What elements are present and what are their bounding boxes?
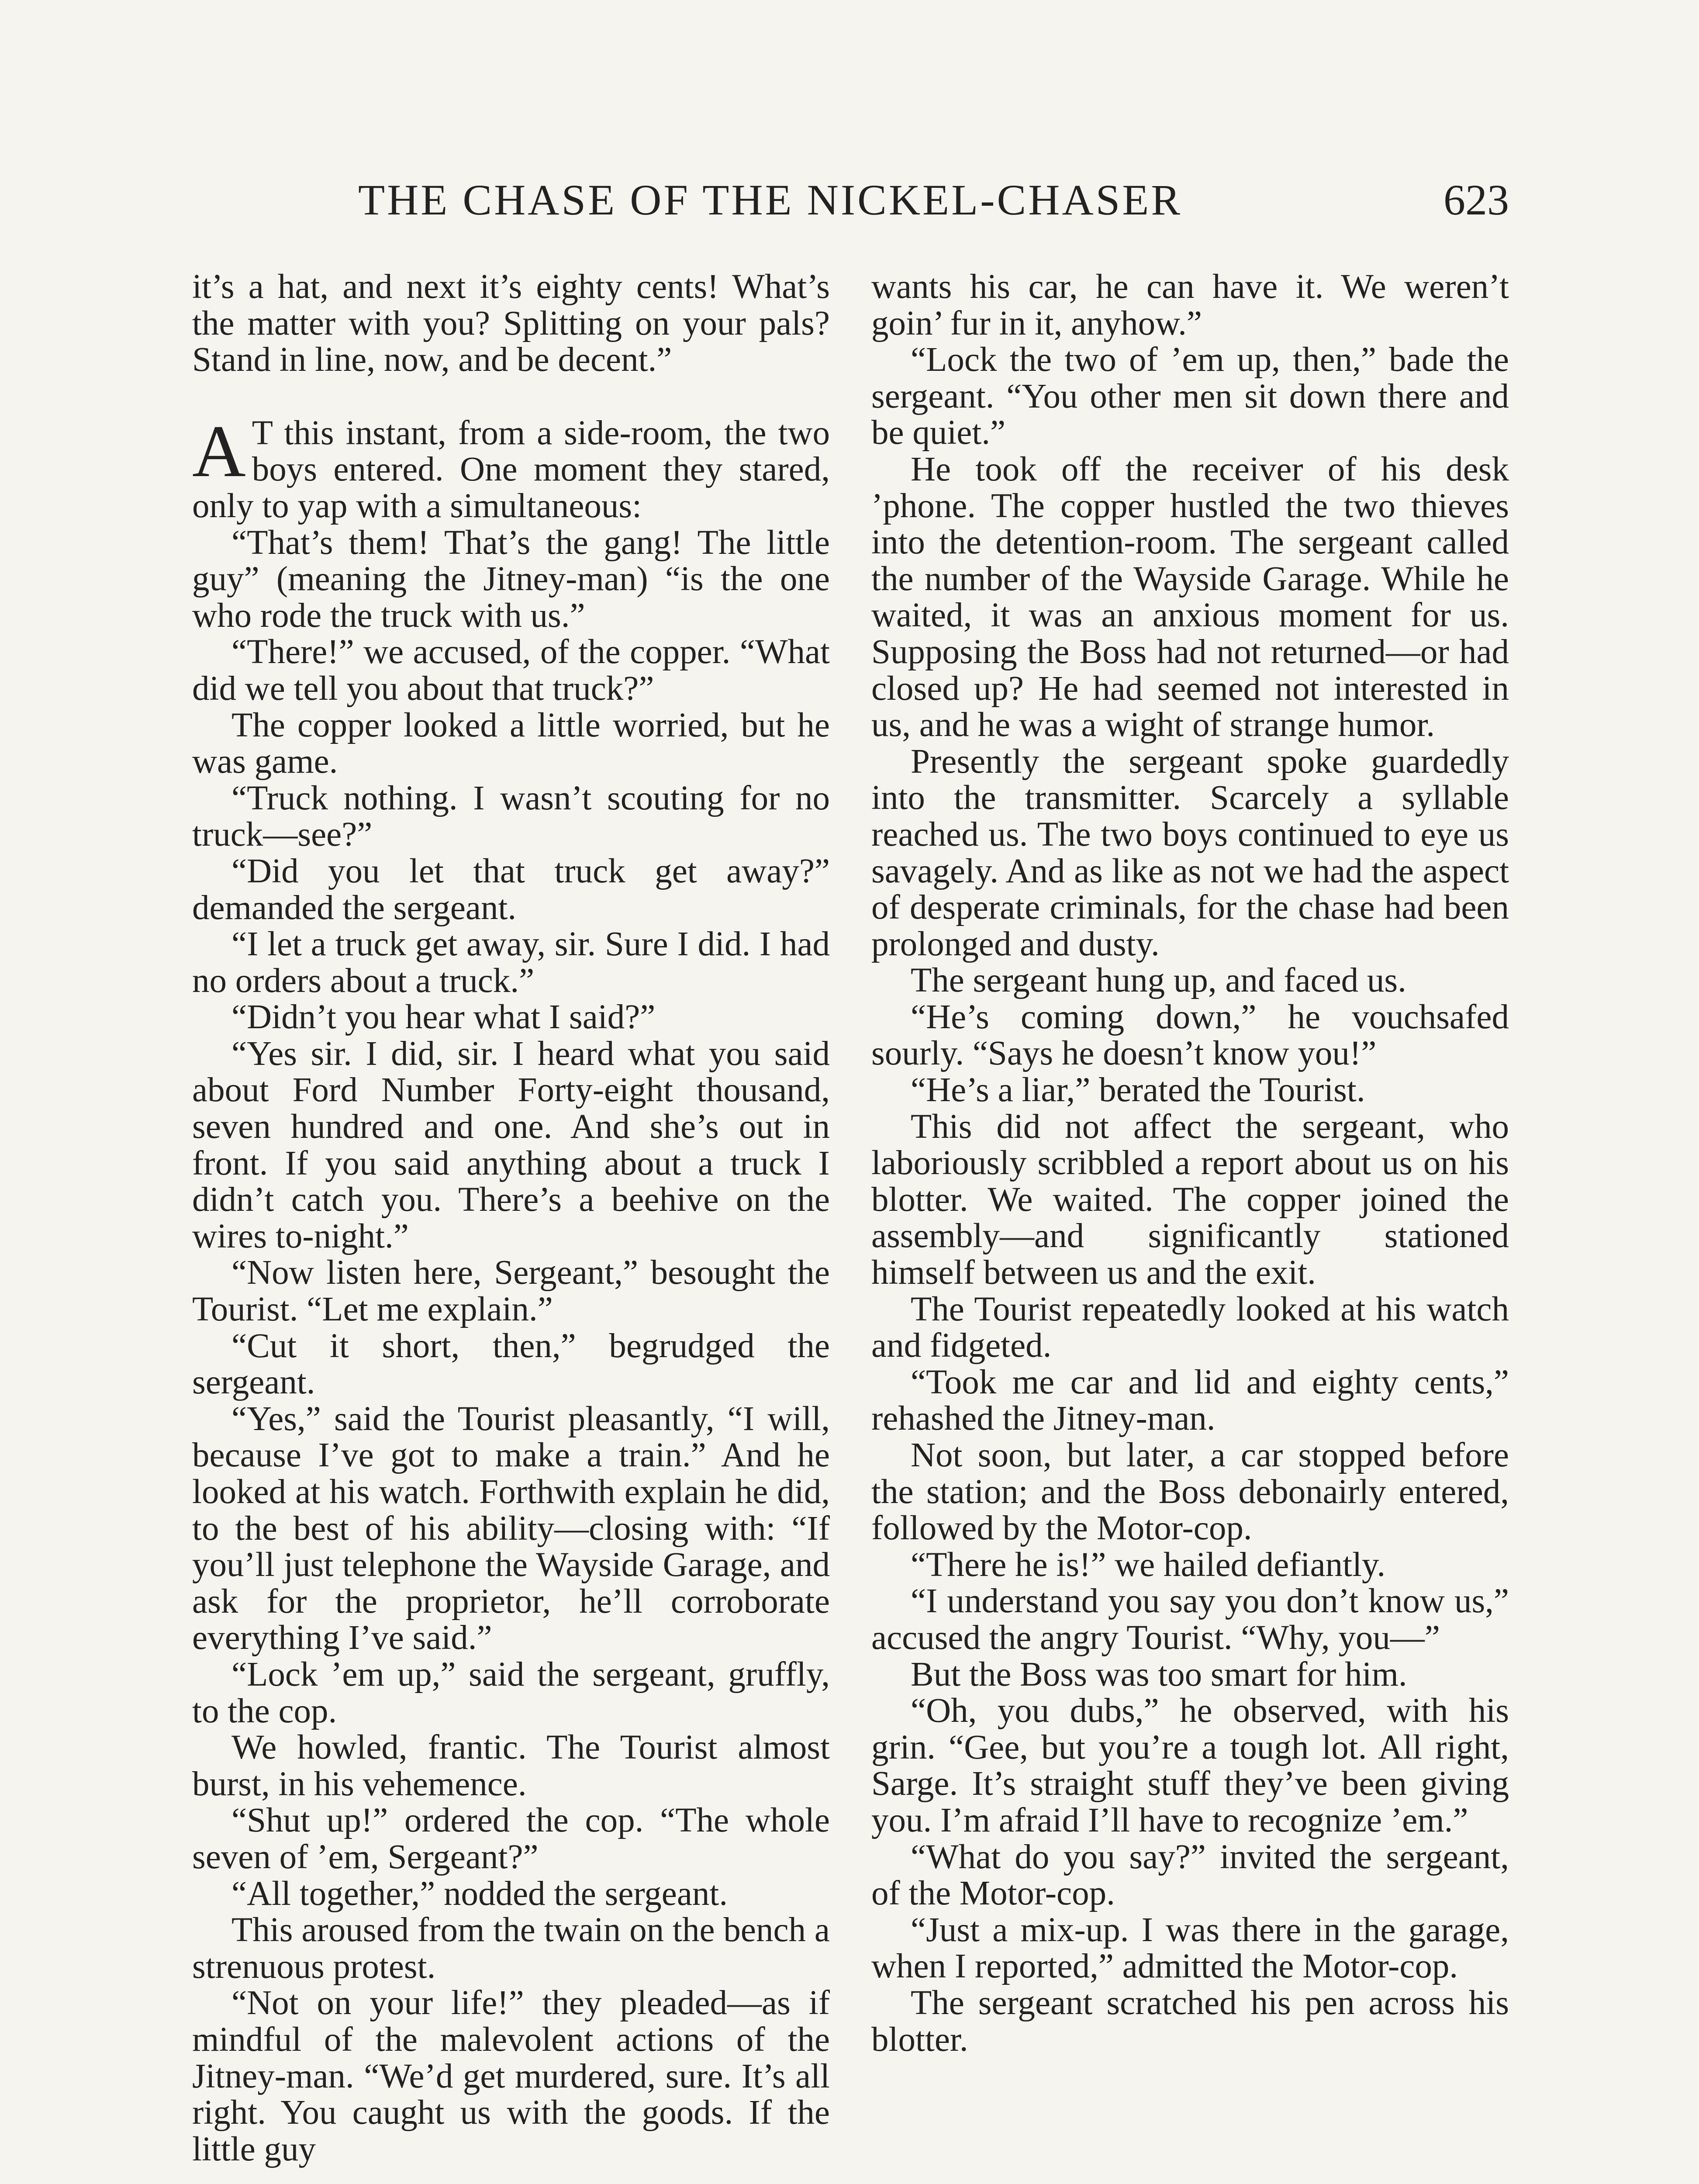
paragraph: wants his car, he can have it. We weren’t goin’ fur in it, anyhow.” (871, 268, 1509, 342)
paragraph: it’s a hat, and next it’s eighty cents! What’s the matter with you? Splitting on your pals? Stand in line, now, and be decent.” (192, 268, 830, 379)
paragraph: “Lock the two of ’em up, then,” bade the sergeant. “You other men sit down there and be quiet.” (871, 341, 1509, 452)
paragraph: But the Boss was too smart for him. (911, 1655, 1407, 1693)
paragraph: The Tourist repeatedly looked at his watch and fidgeted. (871, 1290, 1509, 1365)
paragraph: “I understand you say you don’t know us,” accused the angry Tourist. “Why, you—” (871, 1582, 1509, 1657)
paragraph: “There he is!” we hailed defiantly. (911, 1545, 1386, 1584)
paragraph: “Did you let that truck get away?” demanded the sergeant. (192, 852, 830, 927)
drop-cap: A (192, 410, 246, 492)
left-column (192, 269, 830, 2167)
paragraph: We howled, frantic. The Tourist almost burst, in his vehemence. (192, 1728, 830, 1803)
paragraph: “Not on your life!” they pleaded—as if mindful of the malevolent actions of the Jitney-man. “We’d get murdered, sure. It’s all right. You caught us with the goods. If the little guy (192, 1984, 830, 2168)
paragraph: “He’s coming down,” he vouchsafed sourly. “Says he doesn’t know you!” (871, 998, 1509, 1073)
running-title: THE CHASE OF THE NICKEL-CHASER (358, 176, 1183, 224)
paragraph-text: T this instant, from a side-room, the two boys entered. One moment they stared, only to yap with a simultaneous: (192, 414, 830, 525)
paragraph: The sergeant scratched his pen across his blotter. (871, 1984, 1509, 2059)
section-opening-paragraph (192, 410, 830, 525)
paragraph: “Oh, you dubs,” he observed, with his grin. “Gee, but you’re a tough lot. All right, Sarge. It’s straight stuff they’ve been giving you. I’m afraid I’ll have to recognize ’em.” (871, 1692, 1509, 1839)
paragraph: “Shut up!” ordered the cop. “The whole seven of ’em, Sergeant?” (192, 1801, 830, 1876)
paragraph: Not soon, but later, a car stopped before the station; and the Boss debonairly entered, followed by the Motor-cop. (871, 1436, 1509, 1548)
paragraph: “Now listen here, Sergeant,” besought the Tourist. “Let me explain.” (192, 1254, 830, 1329)
paragraph: Presently the sergeant spoke guardedly into the transmitter. Scarcely a syllable reached us. The two boys continued to eye us savagely. And as like as not we had the aspect of desperate criminals, for the chase had been prolonged and dusty. (871, 742, 1509, 963)
paragraph: “Truck nothing. I wasn’t scouting for no truck—see?” (192, 779, 830, 854)
paragraph: The sergeant hung up, and faced us. (911, 961, 1406, 1000)
page-number: 623 (1443, 176, 1509, 224)
paragraph: This did not affect the sergeant, who laboriously scribbled a report about us on his blotter. We waited. The copper joined the assembly—and significantly stationed himself between us and the exit. (871, 1107, 1509, 1292)
paragraph: “Lock ’em up,” said the sergeant, gruffly, to the cop. (192, 1655, 830, 1730)
paragraph: “What do you say?” invited the sergeant, of the Motor-cop. (871, 1838, 1509, 1913)
paragraph: “Yes,” said the Tourist pleasantly, “I will, because I’ve got to make a train.” And he looked at his watch. Forthwith explain he did, to the best of his ability—closing with: “If you’ll just telephone the Wayside Garage, and ask for the proprietor, he’ll corroborate everything I’ve said.” (192, 1400, 830, 1657)
paragraph: “Didn’t you hear what I said?” (231, 998, 656, 1037)
paragraph: “Just a mix-up. I was there in the garage, when I reported,” admitted the Motor-cop. (871, 1911, 1509, 1986)
paragraph: “Cut it short, then,” begrudged the sergeant. (192, 1327, 830, 1402)
paragraph: “He’s a liar,” berated the Tourist. (911, 1071, 1365, 1109)
paragraph: “Took me car and lid and eighty cents,” rehashed the Jitney-man. (871, 1363, 1509, 1438)
paragraph: The copper looked a little worried, but he was game. (192, 706, 830, 781)
page-header (0, 175, 1699, 240)
paragraph: “All together,” nodded the sergeant. (231, 1874, 728, 1913)
paragraph: “There!” we accused, of the copper. “What did we tell you about that truck?” (192, 633, 830, 708)
paragraph: “I let a truck get away, sir. Sure I did. I had no orders about a truck.” (192, 925, 830, 1000)
paragraph: “That’s them! That’s the gang! The little guy” (meaning the Jitney-man) “is the one who rode the truck with us.” (192, 523, 830, 635)
right-column (871, 269, 1509, 2058)
paragraph: This aroused from the twain on the bench a strenuous protest. (192, 1911, 830, 1986)
paragraph: “Yes sir. I did, sir. I heard what you said about Ford Number Forty-eight thousand, seven hundred and one. And she’s out in front. If you said anything about a truck I didn’t catch you. There’s a beehive on the wires to-night.” (192, 1034, 830, 1255)
paragraph: He took off the receiver of his desk ’phone. The copper hustled the two thieves into the detention-room. The sergeant called the number of the Wayside Garage. While he waited, it was an anxious moment for us. Supposing the Boss had not returned—or had closed up? He had seemed not interested in us, and he was a wight of strange humor. (871, 450, 1509, 744)
